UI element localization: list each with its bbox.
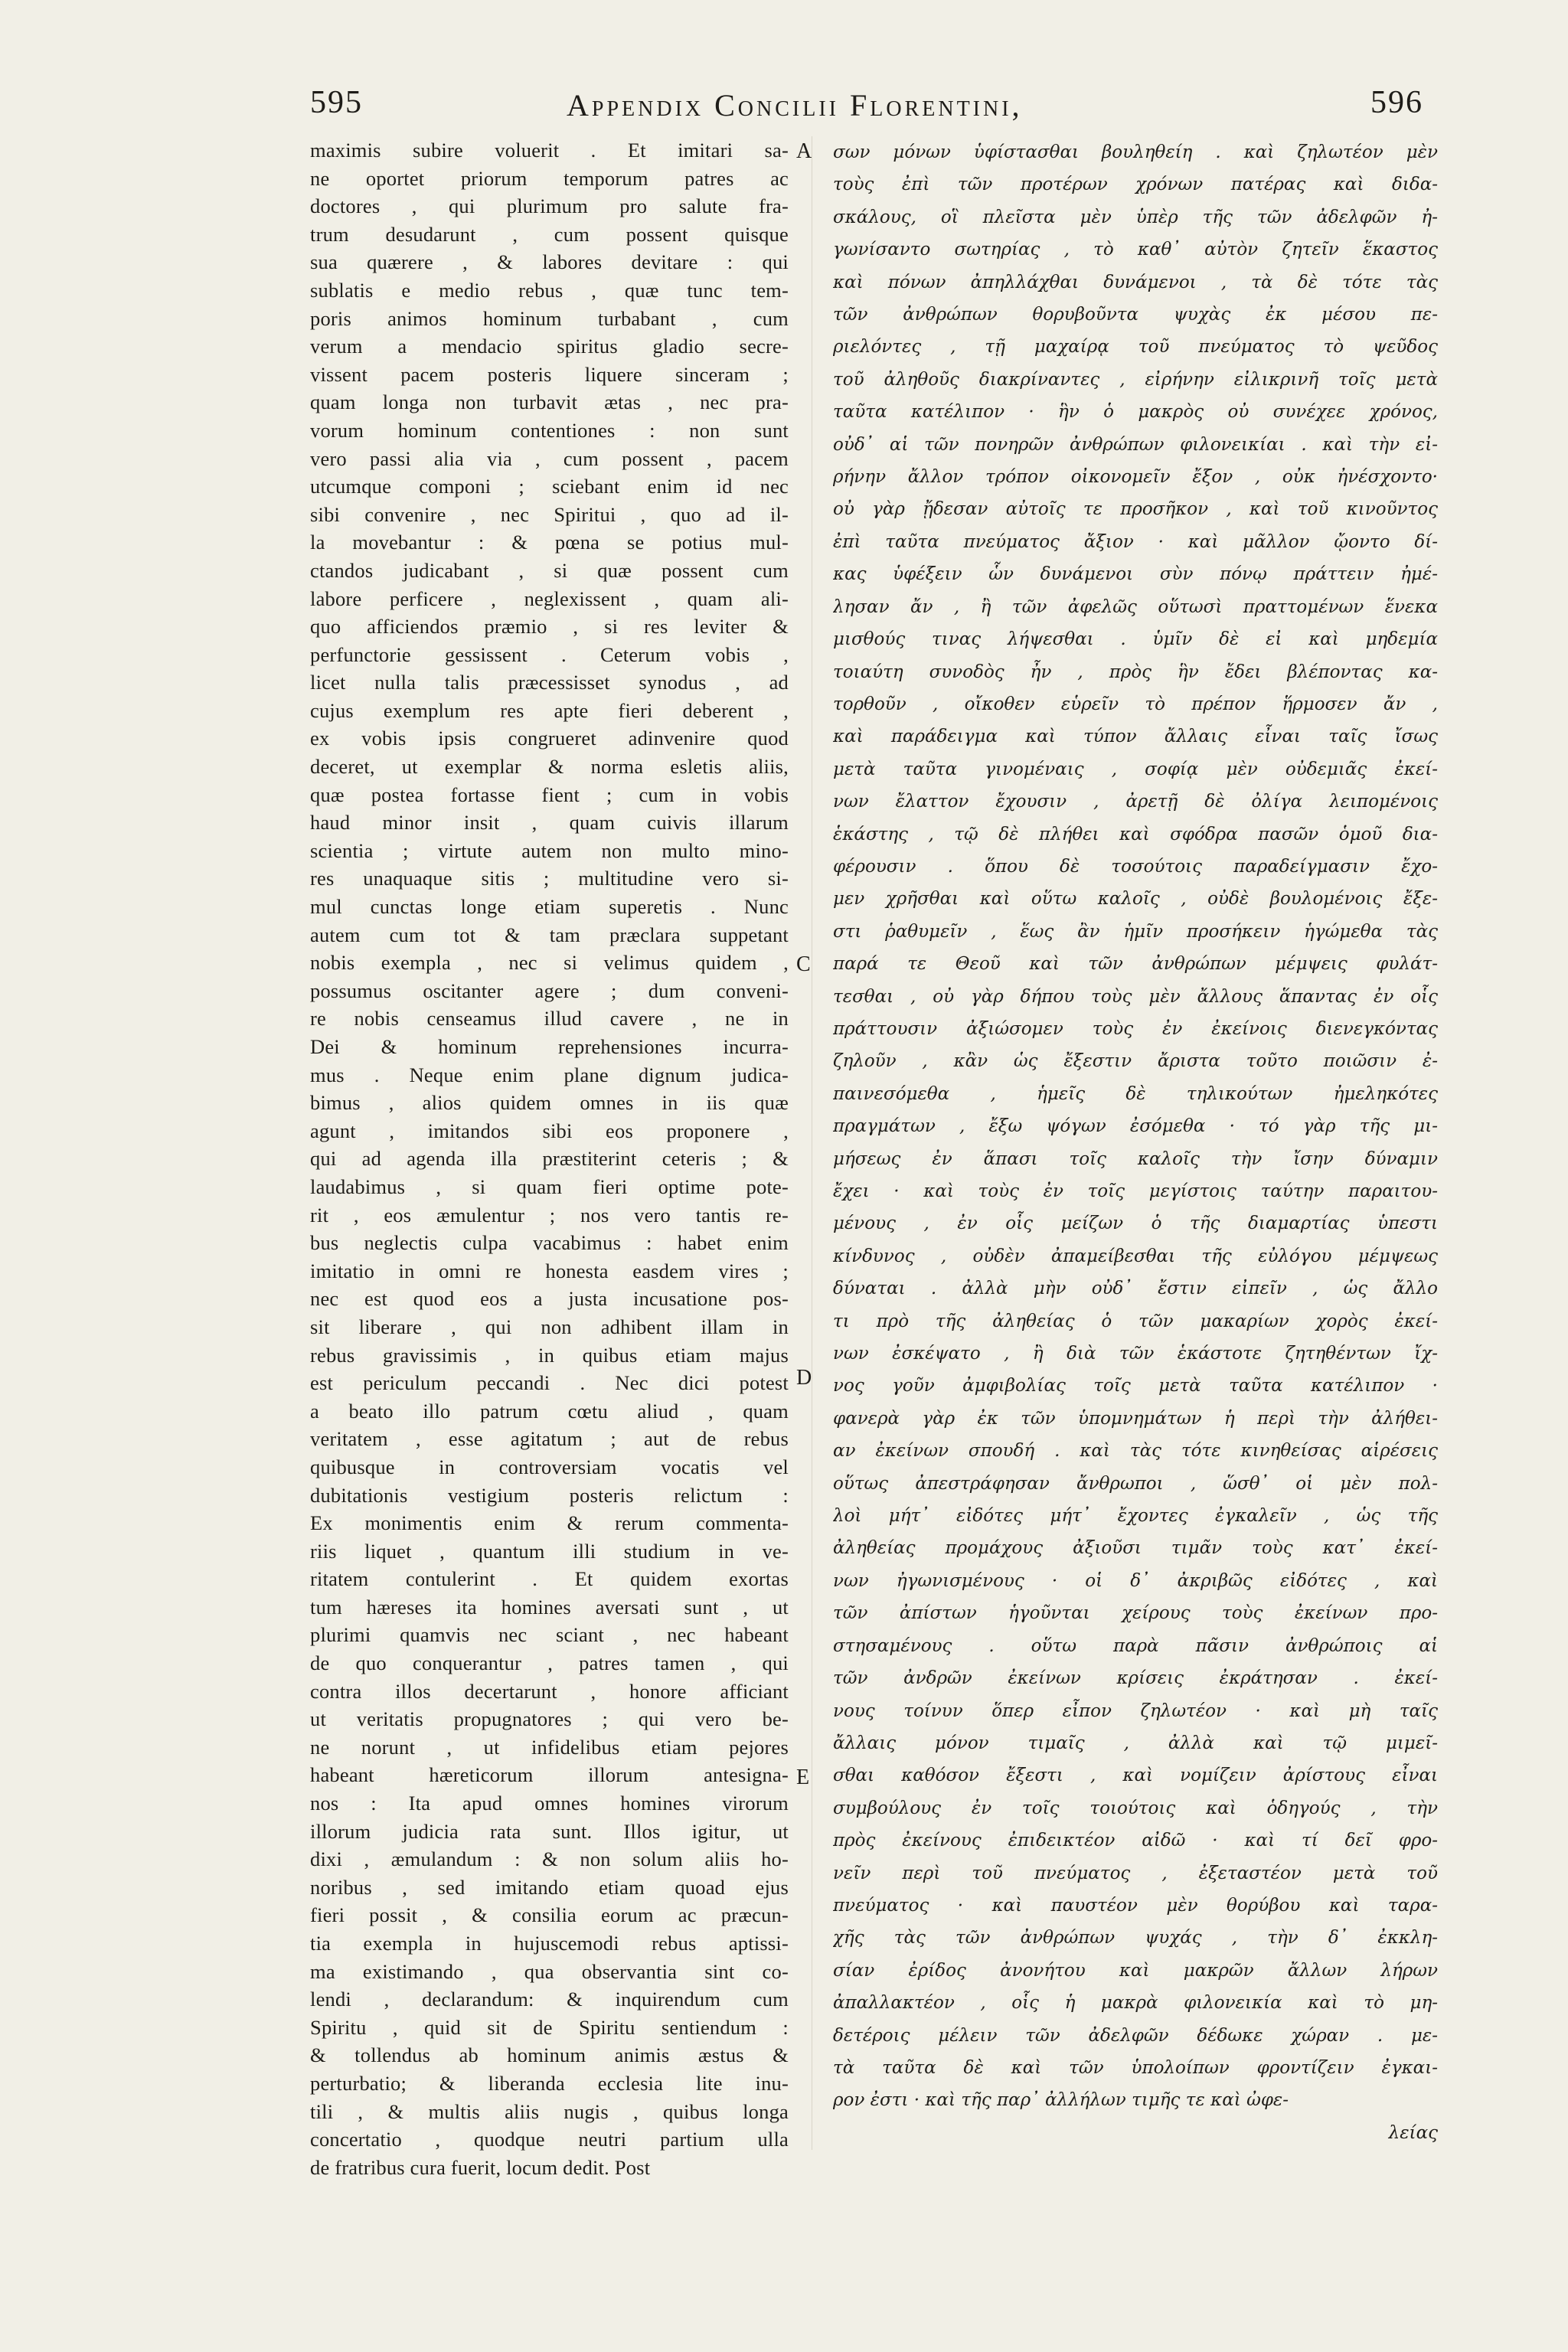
latin-text-line: tia exempla in hujuscemodi rebus aptissi- — [310, 1932, 789, 1955]
greek-text-line: σθαι καθόσον ἔξεστι , καὶ νομίζειν ἀρίστους εἶναι — [833, 1766, 1438, 1786]
greek-column — [833, 136, 1438, 2149]
latin-text-line: dixi , æmulandum : & non solum aliis ho- — [310, 1847, 789, 1871]
latin-text-line: qui ad agenda illa præstiterint ceteris ; & — [310, 1147, 789, 1171]
greek-text-line: ἐπὶ ταῦτα πνεύματος ἄξιον · καὶ μᾶλλον ᾤοντο δί- — [833, 531, 1438, 552]
latin-text-line: Spiritu , quid sit de Spiritu sentiendum : — [310, 2015, 789, 2039]
latin-text-line: cujus exemplum res apte fieri deberent , — [310, 698, 789, 722]
greek-text-line: παρά τε Θεοῦ καὶ τῶν ἀνθρώπων μέμψεις φυλάτ- — [833, 954, 1438, 975]
latin-text-line: ne oportet priorum temporum patres ac — [310, 166, 789, 190]
greek-text-line: πράττουσιν ἀξιώσομεν τοὺς ἐν ἐκείνοις διενεγκόντας — [833, 1018, 1438, 1039]
latin-text-line: concertatio , quodque neutri partium ulla — [310, 2128, 789, 2151]
margin-letter-a: A — [796, 139, 812, 163]
latin-text-line: bus neglectis culpa vacabimus : habet enim — [310, 1231, 789, 1255]
greek-text-line: νων ἔλαττον ἔχουσιν , ἀρετῇ δὲ ὀλίγα λειπομένοις — [833, 792, 1438, 812]
greek-text-line: πραγμάτων , ἔξω ψόγων ἐσόμεθα · τό γὰρ τῆς μι- — [833, 1116, 1438, 1137]
latin-text-line: veritatem , esse agitatum ; aut de rebus — [310, 1427, 789, 1451]
latin-text-line: agunt , imitandos sibi eos proponere , — [310, 1119, 789, 1142]
margin-letter-e: E — [796, 1766, 810, 1789]
latin-text-line: laudabimus , si quam fieri optime pote- — [310, 1174, 789, 1198]
greek-text-line: καὶ παράδειγμα καὶ τύπον ἄλλαις εἶναι ταῖς ἴσως — [833, 727, 1438, 747]
latin-text-line: re nobis censeamus illud cavere , ne in — [310, 1007, 789, 1031]
greek-text-line: τορθοῦν , οἴκοθεν εὑρεῖν τὸ πρέπον ἥρμοσεν ἄν , — [833, 694, 1438, 714]
latin-text-line: illorum judicia rata sunt. Illos igitur, ut — [310, 1819, 789, 1843]
greek-text-line: σκάλους, οἳ πλεῖστα μὲν ὑπὲρ τῆς τῶν ἀδελφῶν ἠ- — [833, 207, 1438, 227]
greek-text-line: ἀπαλλακτέον , οἷς ἡ μακρὰ φιλονεικία καὶ τὸ μη- — [833, 1993, 1438, 2014]
greek-text-line: οὐδ᾽ αἱ τῶν πονηρῶν ἀνθρώπων φιλονεικίαι . καὶ τὴν εἰ- — [833, 434, 1438, 455]
latin-text-line: quibusque in controversiam vocatis vel — [310, 1455, 789, 1478]
greek-text-line: τεσθαι , οὐ γὰρ δήπου τοὺς μὲν ἄλλους ἅπαντας ἐν οἷς — [833, 986, 1438, 1007]
greek-text-line: ρήνην ἄλλον τρόπον οἰκονομεῖν ἔξον , οὐκ ἠνέσχοντο· — [833, 467, 1438, 488]
latin-text-line: haud minor insit , quam cuivis illarum — [310, 811, 789, 835]
greek-text-line: μένους , ἐν οἷς μείζων ὁ τῆς διαμαρτίας ὑπεστι — [833, 1214, 1438, 1234]
greek-text-line: παινεσόμεθα , ἡμεῖς δὲ τηλικούτων ἠμεληκότες — [833, 1083, 1438, 1104]
latin-text-line: rit , eos æmulentur ; nos vero tantis re- — [310, 1203, 789, 1227]
latin-text-line: utcumque componi ; sciebant enim id nec — [310, 475, 789, 498]
greek-text-line: ἄλλαις μόνον τιμαῖς , ἀλλὰ καὶ τῷ μιμεῖ- — [833, 1733, 1438, 1753]
greek-text-line: τοῦ ἀληθοῦς διακρίναντες , εἰρήνην εἰλικρινῆ τοῖς μετὰ — [833, 369, 1438, 390]
latin-text-line: sua quærere , & labores devitare : qui — [310, 250, 789, 274]
latin-text-line: labore perficere , neglexissent , quam ali- — [310, 586, 789, 610]
greek-text-line: νων ἐσκέψατο , ἢ διὰ τῶν ἑκάστοτε ζητηθέντων ἴχ- — [833, 1344, 1438, 1364]
greek-text-line: φανερὰ γὰρ ἐκ τῶν ὑπομνημάτων ἡ περὶ τὴν ἀλήθει- — [833, 1408, 1438, 1429]
greek-text-line: φέρουσιν . ὅπου δὲ τοσούτοις παραδείγμασιν ἔχο- — [833, 856, 1438, 877]
latin-text-line: res unaquaque sitis ; multitudine vero si- — [310, 867, 789, 890]
latin-text-line: vero passi alia via , cum possent , pacem — [310, 446, 789, 470]
latin-text-line: rebus gravissimis , in quibus etiam majus — [310, 1343, 789, 1367]
latin-text-line: mul cunctas longe etiam superetis . Nunc — [310, 895, 789, 919]
latin-text-line: maximis subire voluerit . Et imitari sa- — [310, 139, 789, 162]
latin-text-line: ne norunt , ut infidelibus etiam pejores — [310, 1735, 789, 1759]
latin-text-line: nos : Ita apud omnes homines virorum — [310, 1792, 789, 1815]
latin-text-line: doctores , qui plurimum pro salute fra- — [310, 194, 789, 218]
latin-text-line: poris animos hominum turbabant , cum — [310, 306, 789, 330]
greek-text-line: πνεύματος · καὶ παυστέον μὲν θορύβου καὶ ταρα- — [833, 1895, 1438, 1916]
greek-text-line: τὰ ταῦτα δὲ καὶ τῶν ὑπολοίπων φροντίζειν ἐγκαι- — [833, 2057, 1438, 2078]
greek-text-line: νων ἠγωνισμένους · οἱ δ᾽ ἀκριβῶς εἰδότες , καὶ — [833, 1570, 1438, 1591]
greek-text-line: τι πρὸ τῆς ἀληθείας ὁ τῶν μακαρίων χορὸς ἐκεί- — [833, 1311, 1438, 1331]
latin-text-line: ritatem contulerint . Et quidem exortas — [310, 1567, 789, 1591]
greek-text-line: χῆς τὰς τῶν ἀνθρώπων ψυχάς , τὴν δ᾽ ἐκκλη- — [833, 1928, 1438, 1949]
greek-text-line: ἔχει · καὶ τοὺς ἐν τοῖς μεγίστοις ταύτην παραιτου- — [833, 1181, 1438, 1201]
greek-text-line: μεν χρῆσθαι καὶ οὕτω καλοῖς , οὐδὲ βουλομένοις ἔξε- — [833, 889, 1438, 910]
greek-text-line: τῶν ἀπίστων ἡγοῦνται χείρους τοὺς ἐκείνων προ- — [833, 1603, 1438, 1624]
greek-text-line: ταῦτα κατέλιπον · ἣν ὁ μακρὸς οὐ συνέχεε χρόνος, — [833, 402, 1438, 423]
greek-text-line: μετὰ ταῦτα γινομέναις , σοφίᾳ μὲν οὐδεμιᾶς ἐκεί- — [833, 759, 1438, 779]
latin-text-line: tum hæreses ita homines aversati sunt , ut — [310, 1595, 789, 1619]
latin-text-line: possumus oscitanter agere ; dum conveni- — [310, 978, 789, 1002]
greek-text-line: τῶν ἀνθρώπων θορυβοῦντα ψυχὰς ἐκ μέσου πε- — [833, 305, 1438, 325]
greek-text-line: ἀληθείας προμάχους ἀξιοῦσι τιμᾶν τοὺς κατ᾽ ἐκεί- — [833, 1538, 1438, 1559]
greek-text-line: λοὶ μήτ᾽ εἰδότες μήτ᾽ ἔχοντες ἐγκαλεῖν , ὡς τῆς — [833, 1506, 1438, 1527]
latin-text-line: autem cum tot & tam præclara suppetant — [310, 923, 789, 946]
margin-letter-d: D — [796, 1366, 812, 1390]
greek-text-line: στι ῥαθυμεῖν , ἕως ἂν ἡμῖν προσήκειν ἡγώμεθα τὰς — [833, 921, 1438, 942]
latin-column — [310, 136, 789, 2181]
greek-text-line: νεῖν περὶ τοῦ πνεύματος , ἐξεταστέον μετὰ τοῦ — [833, 1863, 1438, 1883]
latin-text-line: & tollendus ab hominum animis æstus & — [310, 2043, 789, 2067]
latin-text-line: contra illos decertarunt , honore afficiant — [310, 1679, 789, 1703]
greek-text-line: ρον ἐστι · καὶ τῆς παρ᾽ ἀλλήλων τιμῆς τε καὶ ὠφε- — [833, 2090, 1289, 2111]
greek-text-line: νους τοίνυν ὅπερ εἶπον ζηλωτέον · καὶ μὴ ταῖς — [833, 1700, 1438, 1721]
latin-text-line: est periculum peccandi . Nec dici potest — [310, 1371, 789, 1395]
greek-text-line: δύναται . ἀλλὰ μὴν οὐδ᾽ ἔστιν εἰπεῖν , ὡς ἄλλο — [833, 1279, 1438, 1299]
latin-text-line: lendi , declarandum: & inquirendum cum — [310, 1988, 789, 2011]
greek-text-line: γωνίσαντο σωτηρίας , τὸ καθ᾽ αὐτὸν ζητεῖν ἕκαστος — [833, 240, 1438, 260]
latin-text-line: Ex monimentis enim & rerum commenta- — [310, 1511, 789, 1535]
latin-text-line: noribus , sed imitando etiam quoad ejus — [310, 1875, 789, 1899]
latin-text-line: ut veritatis propugnatores ; qui vero be- — [310, 1707, 789, 1731]
latin-text-line: scientia ; virtute autem non multo mino- — [310, 838, 789, 862]
greek-text-line: τοὺς ἐπὶ τῶν προτέρων χρόνων πατέρας καὶ διδα- — [833, 175, 1438, 195]
margin-letter-c: C — [796, 952, 811, 976]
greek-text-line: δετέροις μέλειν τῶν ἀδελφῶν δέδωκε χώραν . με- — [833, 2025, 1438, 2046]
greek-text-line: λησαν ἄν , ἢ τῶν ἀφελῶς οὕτωσὶ πραττομένων ἕνεκα — [833, 596, 1438, 617]
latin-text-line: riis liquet , quantum illi studium in ve- — [310, 1539, 789, 1563]
greek-text-line: πρὸς ἐκείνους ἐπιδεικτέον αἰδῶ · καὶ τί δεῖ φρο- — [833, 1831, 1438, 1851]
latin-text-line: quam longa non turbavit ætas , nec pra- — [310, 390, 789, 414]
latin-text-line: perturbatio; & liberanda ecclesia lite inu- — [310, 2071, 789, 2095]
left-page-number: 595 — [310, 85, 363, 120]
latin-text-line: ctandos judicabant , si quæ possent cum — [310, 558, 789, 582]
greek-text-line: οὕτως ἀπεστράφησαν ἄνθρωποι , ὥσθ᾽ οἱ μὲν πολ- — [833, 1473, 1438, 1494]
latin-text-line: Dei & hominum reprehensiones incurra- — [310, 1035, 789, 1058]
running-title: Appendix Concilii Florentini, — [567, 88, 1023, 122]
greek-text-line: συμβούλους ἐν τοῖς τοιούτοις καὶ ὁδηγούς , τὴν — [833, 1798, 1438, 1818]
greek-text-line: ἑκάστης , τῷ δὲ πλήθει καὶ σφόδρα πασῶν ὁμοῦ δια- — [833, 824, 1438, 844]
latin-text-line: ma existimando , qua observantia sint co- — [310, 1959, 789, 1983]
latin-text-line: verum a mendacio spiritus gladio secre- — [310, 335, 789, 358]
latin-text-line: trum desudarunt , cum possent quisque — [310, 222, 789, 246]
greek-text-line: στησαμένους . οὕτω παρὰ πᾶσιν ἀνθρώποις αἱ — [833, 1635, 1438, 1656]
greek-text-line: ριελόντες , τῇ μαχαίρᾳ τοῦ πνεύματος τὸ ψεῦδος — [833, 337, 1438, 358]
latin-text-line: sit liberare , qui non adhibent illam in — [310, 1315, 789, 1338]
latin-text-line: ex vobis ipsis congrueret adinvenire quod — [310, 727, 789, 750]
latin-text-line: licet nulla talis præcessisset synodus , ad — [310, 671, 789, 694]
greek-text-line: αν ἐκείνων σπουδή . καὶ τὰς τότε κινηθείσας αἱρέσεις — [833, 1441, 1438, 1462]
latin-text-line: tili , & multis aliis nugis , quibus longa — [310, 2099, 789, 2123]
greek-text-line: μήσεως ἐν ἅπασι τοῖς καλοῖς τὴν ἴσην δύναμιν — [833, 1148, 1438, 1169]
greek-text-line: σίαν ἐρίδος ἀνονήτου καὶ μακρῶν ἄλλων λήρων — [833, 1960, 1438, 1981]
latin-text-line: quæ postea fortasse fient ; cum in vobis — [310, 782, 789, 806]
greek-text-line: τῶν ἀνδρῶν ἐκείνων κρίσεις ἐκράτησαν . ἐκεί- — [833, 1668, 1438, 1689]
greek-text-line: σων μόνων ὑφίστασθαι βουληθείη . καὶ ζηλωτέον μὲν — [833, 142, 1438, 162]
greek-text-line: κας ὑφέξειν ὧν δυνάμενοι σὺν πόνῳ πράττειν ἠμέ- — [833, 564, 1438, 585]
greek-text-line: νος γοῦν ἀμφιβολίας τοῖς μετὰ ταῦτα κατέλιπον · — [833, 1376, 1438, 1396]
latin-text-line: habeant hæreticorum illorum antesigna- — [310, 1763, 789, 1787]
latin-text-line: sublatis e medio rebus , quæ tunc tem- — [310, 278, 789, 302]
greek-text-line: κίνδυνος , οὐδὲν ἀπαμείβεσθαι τῆς εὐλόγου μέμψεως — [833, 1246, 1438, 1266]
latin-text-line: fieri possit , & consilia eorum ac præcun- — [310, 1903, 789, 1927]
latin-text-line: deceret, ut exemplar & norma esletis aliis, — [310, 755, 789, 779]
latin-text-line: perfunctorie gessissent . Ceterum vobis , — [310, 642, 789, 666]
latin-text-line: vissent pacem posteris liquere sinceram ; — [310, 362, 789, 386]
page-header — [0, 84, 1568, 130]
greek-text-line: οὐ γὰρ ᾔδεσαν αὐτοῖς τε προσῆκον , καὶ τοῦ κινοῦντος — [833, 499, 1438, 520]
latin-text-line: de fratribus cura fuerit, locum dedit. Post — [310, 2155, 651, 2179]
latin-text-line: bimus , alios quidem omnes in iis quæ — [310, 1091, 789, 1115]
catchword: λείας — [1388, 2122, 1438, 2143]
right-page-number: 596 — [1370, 85, 1423, 120]
latin-text-line: nec est quod eos a justa incusatione pos- — [310, 1287, 789, 1311]
latin-text-line: nobis exempla , nec si velimus quidem , — [310, 951, 789, 975]
latin-text-line: quo afficiendos præmio , si res leviter & — [310, 615, 789, 639]
latin-text-line: sibi convenire , nec Spiritui , quo ad il- — [310, 502, 789, 526]
greek-text-line: ζηλοῦν , κἂν ὡς ἔξεστιν ἄριστα τοῦτο ποιῶσιν ἐ- — [833, 1051, 1438, 1072]
latin-text-line: plurimi quamvis nec sciant , nec habeant — [310, 1623, 789, 1647]
latin-text-line: a beato illo patrum cœtu aliud , quam — [310, 1399, 789, 1423]
greek-text-line: τοιαύτη συνοδὸς ἦν , πρὸς ἣν ἔδει βλέποντας κα- — [833, 662, 1438, 682]
latin-text-line: dubitationis vestigium posteris relictum : — [310, 1483, 789, 1507]
latin-text-line: mus . Neque enim plane dignum judica- — [310, 1063, 789, 1086]
greek-text-line: καὶ πόνων ἀπηλλάχθαι δυνάμενοι , τὰ δὲ τότε τὰς — [833, 272, 1438, 292]
greek-text-line: μισθούς τινας λήψεσθαι . ὑμῖν δὲ εἰ καὶ μηδεμία — [833, 629, 1438, 650]
latin-text-line: vorum hominum contentiones : non sunt — [310, 418, 789, 442]
latin-text-line: la movebantur : & pœna se potius mul- — [310, 531, 789, 554]
latin-text-line: de quo conquerantur , patres tamen , qui — [310, 1651, 789, 1675]
latin-text-line: imitatio in omni re honesta easdem vires ; — [310, 1259, 789, 1282]
